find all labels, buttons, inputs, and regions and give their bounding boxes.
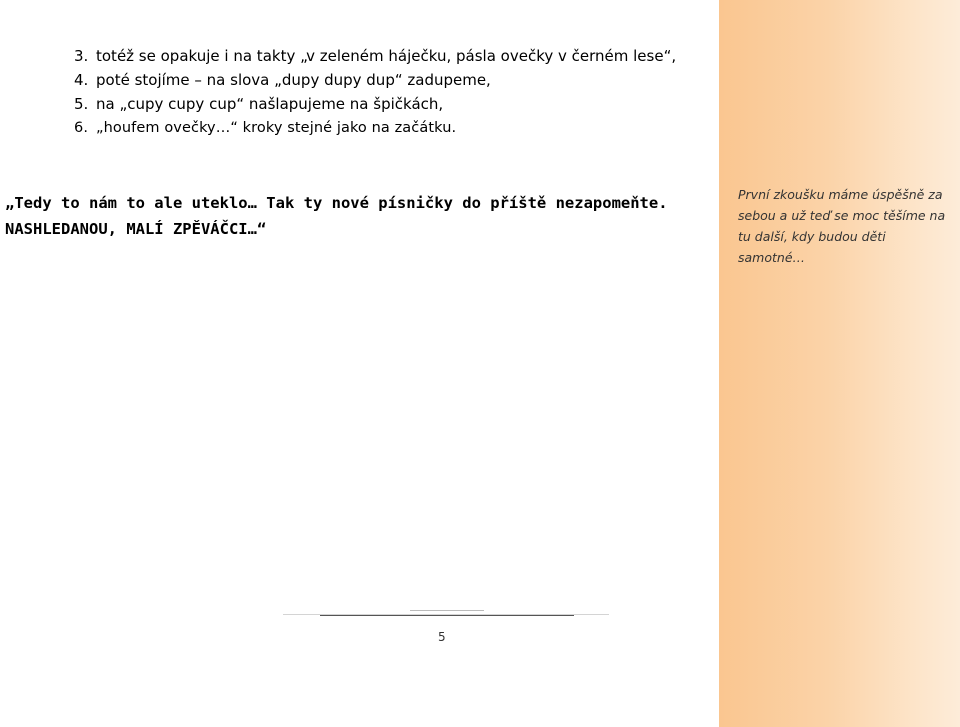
list-number: 6. (74, 120, 89, 136)
list-number: 4. (74, 71, 89, 89)
list-text: totéž se opakuje i na takty „v zeleném háječku, pásla ovečky v černém lese“, (96, 47, 677, 65)
list-item (70, 92, 710, 116)
activity-steps-list (70, 44, 710, 140)
list-text: na „cupy cupy cup“ našlapujeme na špičkách, (96, 95, 444, 113)
footer-divider (320, 615, 574, 616)
list-text: „houfem ovečky…“ kroky stejné jako na začátku. (96, 120, 457, 136)
closing-message (5, 190, 705, 242)
list-item (70, 44, 710, 68)
sidebar-note: První zkoušku máme úspěšně za sebou a už teď se moc těšíme na tu další, kdy budou děti samotné… (738, 187, 946, 265)
list-text: poté stojíme – na slova „dupy dupy dup“ zadupeme, (96, 71, 491, 89)
list-number: 3. (74, 47, 89, 65)
closing-line: „Tedy to nám to ale uteklo… Tak ty nové písničky do příště nezapomeňte. (5, 194, 668, 212)
list-item (70, 68, 710, 92)
list-number: 5. (74, 95, 89, 113)
list-item (70, 116, 710, 140)
closing-farewell: NASHLEDANOU, MALÍ ZPĚVÁČCI…“ (5, 220, 267, 238)
page-number: 5 (438, 630, 446, 644)
footer-divider (410, 610, 484, 611)
sidebar-panel (719, 0, 960, 727)
